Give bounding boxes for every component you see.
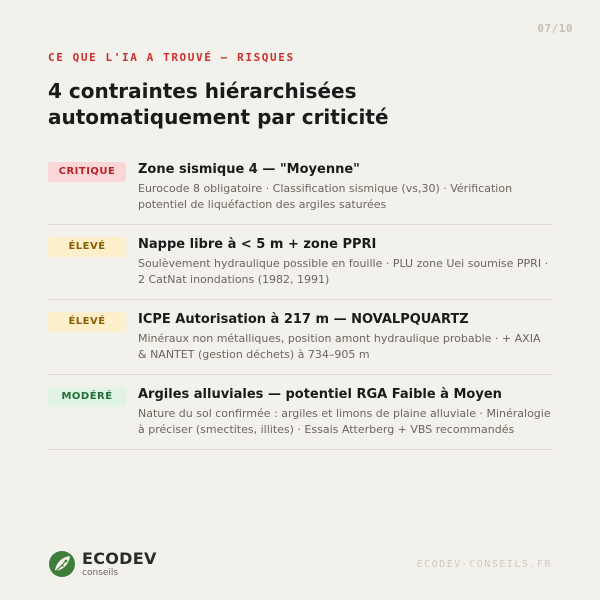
risk-body	[138, 311, 552, 363]
risk-description: Soulèvement hydraulique possible en fouille · PLU zone Uei soumise PPRI · 2 CatNat inondations (1982, 1991)	[138, 257, 549, 286]
brand-name: ECODEV	[82, 548, 157, 568]
risk-description: Eurocode 8 obligatoire · Classification sismique (vs,30) · Vérification potentiel de liquéfaction des argiles saturées	[138, 182, 513, 211]
risk-title: Argiles alluviales — potentiel RGA Faible à Moyen	[138, 387, 502, 402]
page-counter: 07/10	[537, 22, 573, 35]
risk-body	[138, 161, 552, 213]
risk-body	[138, 386, 552, 438]
section-eyebrow: CE QUE L'IA A TROUVÉ — RISQUES	[48, 51, 295, 64]
risk-body	[138, 236, 552, 288]
website-url: ECODEV-CONSEILS.FR	[416, 559, 552, 570]
brand-text	[82, 548, 157, 578]
severity-badge: CRITIQUE	[48, 162, 126, 182]
risk-list	[48, 150, 552, 450]
severity-badge: ÉLEVÉ	[48, 312, 126, 332]
page-title: 4 contraintes hiérarchisées automatiquement par criticité	[48, 79, 389, 129]
risk-item-modere	[48, 375, 552, 450]
risk-item-eleve-1	[48, 225, 552, 300]
risk-title: Zone sismique 4 — "Moyenne"	[138, 162, 360, 177]
leaf-circuit-icon	[48, 550, 76, 578]
risk-description: Nature du sol confirmée : argiles et limons de plaine alluviale · Minéralogie à préciser (smectites, illites) · Essais Atterberg + VBS recommandés	[138, 407, 551, 436]
severity-badge: ÉLEVÉ	[48, 237, 126, 257]
risk-description: Minéraux non métalliques, position amont hydraulique probable · + AXIA & NANTET (gestion déchets) à 734–905 m	[138, 332, 541, 361]
risk-title: Nappe libre à < 5 m + zone PPRI	[138, 237, 377, 252]
severity-badge: MODÉRÉ	[48, 387, 126, 407]
risk-title: ICPE Autorisation à 217 m — NOVALPQUARTZ	[138, 312, 469, 327]
risk-item-critique	[48, 150, 552, 225]
risk-item-eleve-2	[48, 300, 552, 375]
brand-subtitle: conseils	[82, 567, 119, 578]
brand-logo	[48, 550, 157, 578]
